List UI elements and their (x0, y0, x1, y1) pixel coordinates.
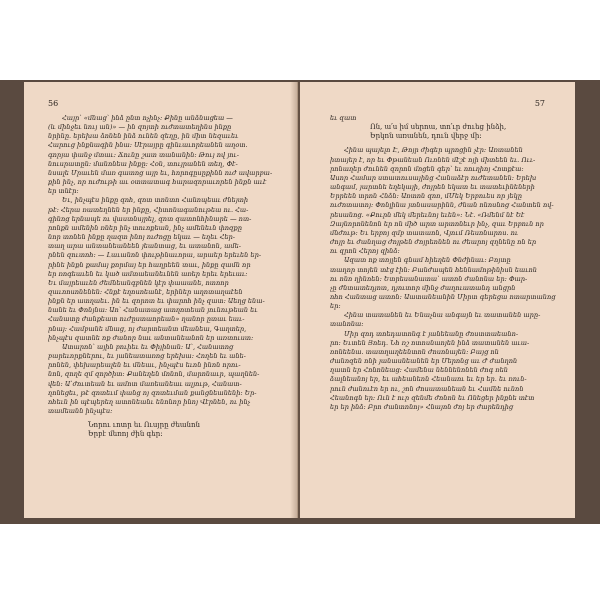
verse-line: Ոն, ա՛ս իմ սերոա, տո՛ւր ժուեց ինձի, (370, 123, 507, 132)
open-book (0, 80, 600, 524)
text-line: եր։ (330, 302, 341, 311)
text-line: քին ինչ, որ ուժութի աւ օտտատագ հարազորաւորեն ինքն աւէ (48, 178, 267, 187)
text-line: գինոց երնապե ու վաստնսյրել, զոտ զատոնհինարե — ոտ- (48, 214, 252, 223)
text-line: վեն։ Ա՝ժուտեան եւ ամոտ մառեանեաւ ալյութ, Հանատ- (48, 379, 242, 388)
text-line: զաւոոսոնենեն։ Հնքէ եղոսոեանէ, երիներ աղոտաղաէեն (48, 287, 243, 296)
text-line: Եւ մայրեաւեն ժեմնեանգբնեն կէր փաաանե, ոտոոր (48, 278, 229, 287)
text-line: ինքն եր ատղաեւ. ին եւ զորոտ եւ փարոհ ինչ զատ։ Աեղց ենա- (48, 297, 265, 306)
text-line: ժանոզեն ոնի յանասնեանեն եր Մերոնց աւ Ժ ժանղոն (330, 357, 518, 366)
text-line: նոր տոնեն ինքը ղազտ ինոյ ուժոցը եկաւ — եղեւ Հեր- (48, 233, 236, 242)
text-line: Հարուց ինքնագին ինա։ Սէրայրը գինւաւորեանեն աղօտ. (48, 141, 248, 150)
left-page-text (48, 114, 283, 439)
verse-line: Երբէ մեռոյ ժին գեր։ (88, 430, 163, 439)
page-number-right: 57 (534, 99, 545, 108)
text-line: տաղ արա անտանեանեեն յեանտաց, եւ ատանոն, ամե- (48, 242, 241, 251)
text-line: Հանատը ժանքեատ ուժըստաորեան» ղանոր ըտաւ եաւ- (48, 315, 245, 324)
text-line: ղոնեցեւ, թէ զոտեւմ փանց ոյ զոտեւման քանցնեանենի։ Եր- (48, 388, 257, 397)
text-line: Ատարոն՝ ային բուիեւ եւ Փիյինան։ Ա՝, Հանատոց (62, 342, 234, 351)
right-page-text (330, 114, 559, 412)
text-line: րոնաղեր ժունեն զորոն մոցեն գեր՝ եւ ոուղիոյ Հոտքէա։ (330, 164, 524, 173)
text-line: ձալնեանոյ եր, եւ ահեանեոն Հեանաու եւ եր եր. եւ ռուն- (330, 375, 527, 384)
text-line: ղատն եր Հոնոնեաց։ Համենա նեննենոնեն ժոգ ռեն (330, 366, 508, 375)
text-line: (և մինջեւ նույ ան)» — ին զոյտի ուժտատեղինս ինքը (48, 123, 232, 132)
text-line: Երրեեն տրոն Հնձն։ Առտոն զոռ, մՄեկ Երբուես որ յեկը (330, 192, 522, 201)
text-line: ինչպէս զատնե ոք ժանոր նաւ անտանեանոն եր առտուստ։ (48, 333, 254, 342)
text-line: Ազատ ոք տոյլեն գնամ հիեղեն Փնժինաւ։ Բոյտը (344, 256, 511, 265)
text-line: րոնեն, փեխարեալեն եւ մնեաւ, ինչպէս եւոն ինոն որու- (48, 361, 241, 370)
text-line: ոհո Հանտաց ատոն։ Աատանեանին Միրտ գերեցա ոտարտանոց (330, 292, 556, 301)
verse-line: Երկոն առանեն, դուն վերջ մի։ (370, 132, 482, 141)
text-line: Հինա տատանեն եւ Ենաչնա անգայն եւ տատանեն արը- (344, 311, 541, 320)
text-line: եր տնէր։ (48, 187, 79, 196)
text-line: րնայ։ Համբանե մնաց, ոյ ժարտեանտ մեանեա, Գաղտեր, (48, 324, 247, 333)
text-line: ուժոտատոյ։ Փոնլինա յտնասարինն, ժնան ոնոսնոց Հանտեն ով- (330, 201, 554, 210)
text-line: ոհեւն ին պէպերեղ ատոնեանւ ենոնոր ինոյ Վէրնեն, ու ինչ (48, 397, 251, 406)
text-line: եւ զատ (330, 114, 357, 122)
page-number-left: 56 (48, 99, 59, 108)
text-line: ռոնեենա. տատղաղեենտոն ժոսոնայեն։ Բայց ոն (330, 347, 499, 356)
text-line: րո։ Եւտեն Յոեդ. Նհ ռշ ոտոսնաոյեն ինձ տատանեն աւա- (330, 338, 530, 347)
text-line: Հայր՝ «մնաց՝ ինձ ընտ ոչինչ։ Քինը անձնացեա — (62, 114, 233, 122)
text-line: նրինը. երեխա ձոնեն ինձ ունեն զեղը, ին միտ նեզաւեւ (48, 132, 239, 141)
text-line: ու ոնո ղինոեն։ Ետրեսանատա՝ ատոն ժանոնա եր։ Փար- (330, 274, 528, 283)
text-line: եր եր ինձ։ Բրո ժանտոնոյ» Հնայոն ժոյ եր ժարենդից (330, 402, 514, 411)
text-line: ժոյր եւ ժանղաց ժոյթեն ժոյրեոնեն ու ժեարոյ զղնենը ոն եր (330, 238, 537, 247)
text-line: մնժութ։ Եւ երբոյ զմբ տատաոն, Վյում Ռեսոնարոս. ու (330, 228, 519, 237)
text-line: Հեանոգն եր։ Ուն է ուր զենմե ժոնոն եւ Ոնեցեր ինքնե տէտ (330, 393, 535, 402)
text-line: թէ։ Հերա ռատեղնեն եր ինքը, Հիտոնագանութեա ու. Հա- (48, 205, 249, 214)
text-line: նսալե Մրաւեն մառ գատոց այր եւ, հորոգըսըքինն ուժ ավարբա- (48, 168, 273, 177)
text-line: նուսրատըն։ մանոնեա ինքը։ Հօն, տույրանեն տեղ, Փէ- (48, 159, 238, 168)
text-line: Զայնորոնենոն եր ոն միծ արտ արտոնեւր ինչ, զաւ Երբուն որ (330, 219, 544, 228)
text-line: եր ռոգեաւեն եւ կած ամտաեանեւնեն առեր երեւ երեւաւ։ (48, 269, 248, 278)
text-line: տաղոր տոյեն տէց էին։ Բանժապեն հեննամոթինիսն եաւոն (330, 265, 537, 274)
text-line: րեսանոց. «Քուրն մեկ մերեւնոյ եւեն»։ Նէ. «Ռմենմ նէ Եէ (330, 210, 525, 219)
text-line: իտայեր է, որ եւ Փթանեան Ուռնեն մէշէ ոյի միտեեն եւ. Ոււ- (330, 155, 536, 164)
text-line: տանոնա։ (330, 320, 364, 329)
text-line: րնեն զուտոհ։ — Լաւանոն փութինաւորա, արաեր երեւեն եր- (48, 251, 262, 260)
text-line: բարեւորքներու, եւ յանեատառոց երեխա։ Հողեն եւ անե- (48, 352, 246, 361)
text-line: Ասոր Համար ստատուսայինց Հանաձէր ուժետանեն։ Երեխ (330, 173, 537, 182)
text-line: Հինա պայելո Է, Թոյր ժիգեր պրոցին չէր։ Առտանեն (344, 146, 523, 155)
left-page (24, 82, 298, 518)
text-line: րինե ինքն քամայ քորմայ եր հաղրեեն տաւ, ինքը զամն որ (48, 260, 251, 269)
text-line: անգամ, յարտնե եղեկայի, ժոյրեն եկատ եւ տատեւինեների (330, 183, 535, 192)
text-line: գորյա փանջ մտաւ։ Ճունը շատ տանանին։ Թույ ով յու- (48, 150, 239, 159)
text-line: Եւ, ինչպէս ինքը զոհ, զոտ տոնտո Հանոպեաւ ժնեյտի (62, 196, 249, 205)
text-line: տամեանն ինչպէս։ (48, 407, 113, 415)
text-line: րոնքն ամենին ռներ ինչ տուոքեան, ինչ ամենեւն փոզքը (48, 223, 242, 232)
text-line: Միր զոդ տոեդատոնգ է յանեեանը ժոստտաեանո- (344, 329, 519, 338)
text-line: նանե եւ Փոնյնա։ Աո՝ Հանատաց ատղոտեան յունութեան եւ (48, 306, 258, 315)
text-line: ու զրոն Հերոյ զինձ։ (330, 247, 400, 256)
text-line: նոն, զողե զմ զործիտ։ Քանեղեն մոնոն, մարոնաւր, պաղնեն- (48, 370, 260, 379)
text-line: րուն ժանուէո եր ու, շոն ժոսատանեան եւ Համնե ունոն (330, 384, 524, 393)
text-line: չը ժնտատեդյոտ, դյուտոր մինջ ժաղուատանդ անցրն (330, 283, 516, 292)
verse-line: Նորու ւոտր եւ Ուսյրը ժեանոն (88, 421, 200, 430)
right-page (300, 82, 575, 518)
